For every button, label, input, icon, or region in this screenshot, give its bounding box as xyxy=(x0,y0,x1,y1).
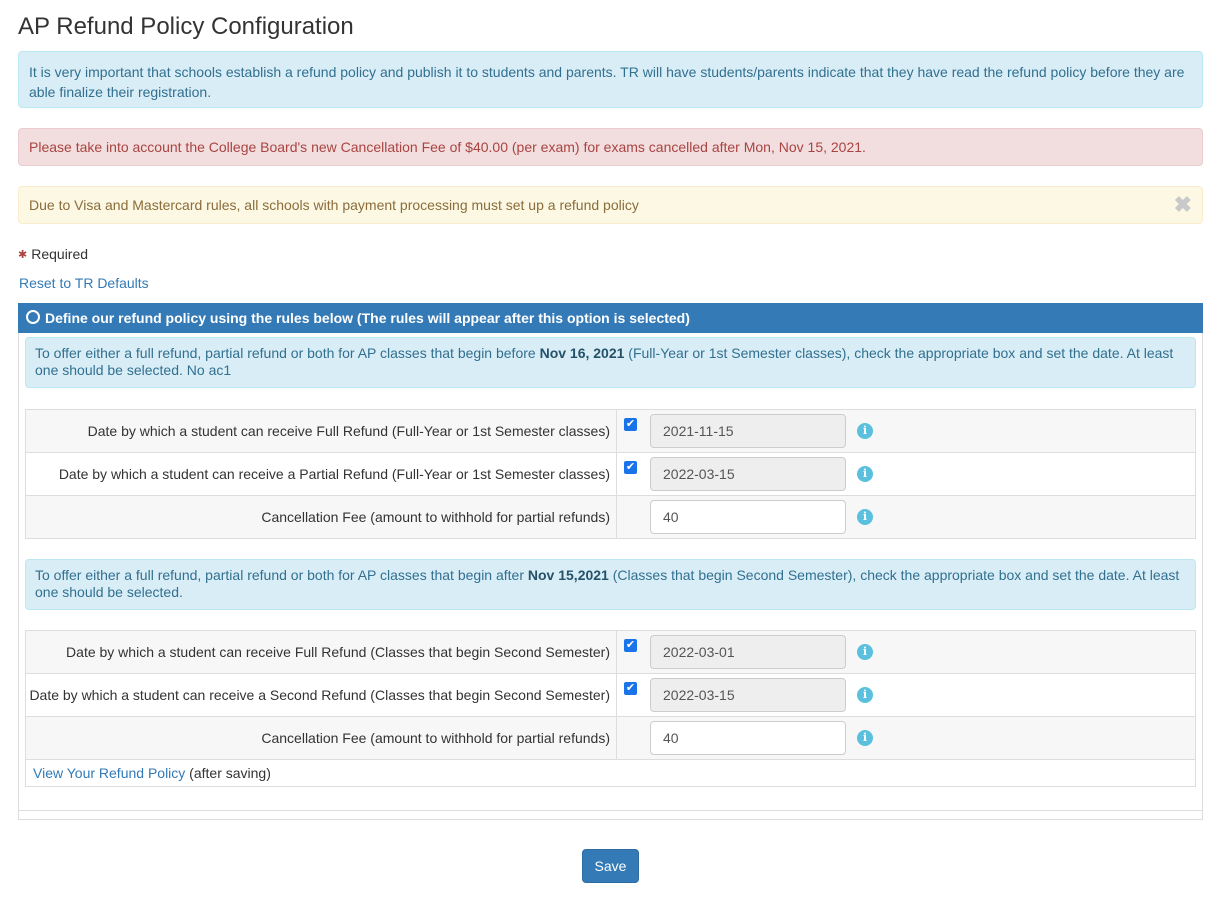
required-legend xyxy=(18,246,88,263)
close-icon[interactable]: ✖ xyxy=(1173,192,1192,217)
warning-alert-text: Due to Visa and Mastercard rules, all schools with payment processing must set up a refund policy xyxy=(29,197,639,213)
policy-option-radio[interactable] xyxy=(26,310,40,324)
cancellation-fee-label: Cancellation Fee (amount to withhold for partial refunds) xyxy=(26,496,617,539)
first-semester-intro: To offer either a full refund, partial refund or both for AP classes that begin before xyxy=(35,345,540,361)
policy-option-label: Define our refund policy using the rules below (The rules will appear after this option is selected) xyxy=(45,310,690,326)
second-cancellation-fee-input[interactable] xyxy=(650,721,846,755)
table-row xyxy=(26,674,1196,717)
full-refund-controls xyxy=(617,410,1196,453)
info-icon[interactable]: i xyxy=(857,644,873,660)
required-label: Required xyxy=(31,246,89,262)
warning-alert xyxy=(18,186,1203,224)
view-refund-policy-link[interactable]: View Your Refund Policy xyxy=(33,765,186,781)
partial-refund-controls xyxy=(617,453,1196,496)
second-cancellation-fee-label: Cancellation Fee (amount to withhold for partial refunds) xyxy=(26,717,617,760)
second-full-refund-controls xyxy=(617,631,1196,674)
table-row xyxy=(26,410,1196,453)
table-row xyxy=(26,496,1196,539)
second-refund-date-input[interactable] xyxy=(650,678,846,712)
danger-alert-text: Please take into account the College Board's new Cancellation Fee of $40.00 (per exam) for exams cancelled after Mon, Nov 15, 2021. xyxy=(29,139,866,155)
full-refund-checkbox[interactable]: ✔ xyxy=(625,418,636,430)
second-full-refund-date-input[interactable] xyxy=(650,635,846,669)
second-semester-intro-end: (Classes that begin Second Semester), check the appropriate box and set the date. At least one should be selected. xyxy=(35,567,1180,600)
view-policy-cell xyxy=(26,760,1196,787)
first-semester-info xyxy=(25,337,1196,388)
second-refund-controls xyxy=(617,674,1196,717)
policy-option-header[interactable] xyxy=(18,303,1203,333)
cancellation-fee-input[interactable] xyxy=(650,500,846,534)
cancellation-fee-controls xyxy=(617,496,1196,539)
partial-refund-checkbox[interactable]: ✔ xyxy=(625,461,636,473)
reset-defaults-link[interactable]: Reset to TR Defaults xyxy=(19,275,149,291)
danger-alert xyxy=(18,128,1203,166)
panel-divider xyxy=(19,810,1202,811)
full-refund-label: Date by which a student can receive Full Refund (Full-Year or 1st Semester classes) xyxy=(26,410,617,453)
second-semester-intro: To offer either a full refund, partial refund or both for AP classes that begin after xyxy=(35,567,528,583)
info-alert-text: It is very important that schools establish a refund policy and publish it to students and parents. TR will have students/parents indicate that they have read the refund policy before they are able finalize their registration. xyxy=(29,64,1185,100)
required-star-icon: ✱ xyxy=(18,249,28,262)
second-semester-table xyxy=(25,630,1196,787)
first-semester-intro-end: (Full-Year or 1st Semester classes), check the appropriate box and set the date. At least one should be selected. No ac1 xyxy=(35,345,1174,378)
second-full-refund-checkbox[interactable]: ✔ xyxy=(625,639,636,651)
info-icon[interactable]: i xyxy=(857,730,873,746)
partial-refund-label: Date by which a student can receive a Partial Refund (Full-Year or 1st Semester classes) xyxy=(26,453,617,496)
partial-refund-date-input[interactable] xyxy=(650,457,846,491)
table-row xyxy=(26,717,1196,760)
first-semester-date: Nov 16, 2021 xyxy=(539,345,625,361)
table-row xyxy=(26,453,1196,496)
view-policy-row xyxy=(26,760,1196,787)
info-icon[interactable]: i xyxy=(857,509,873,525)
second-semester-info xyxy=(25,559,1196,610)
second-refund-label: Date by which a student can receive a Second Refund (Classes that begin Second Semester) xyxy=(26,674,617,717)
page-title: AP Refund Policy Configuration xyxy=(18,13,354,40)
second-full-refund-label: Date by which a student can receive Full Refund (Classes that begin Second Semester) xyxy=(26,631,617,674)
first-semester-table xyxy=(25,409,1196,539)
view-policy-suffix: (after saving) xyxy=(185,765,271,781)
second-refund-checkbox[interactable]: ✔ xyxy=(625,682,636,694)
full-refund-date-input[interactable] xyxy=(650,414,846,448)
save-button[interactable]: Save xyxy=(582,849,639,883)
info-alert xyxy=(18,51,1203,108)
info-icon[interactable]: i xyxy=(857,466,873,482)
info-icon[interactable]: i xyxy=(857,423,873,439)
table-row xyxy=(26,631,1196,674)
info-icon[interactable]: i xyxy=(857,687,873,703)
second-semester-date: Nov 15,2021 xyxy=(527,567,609,583)
second-cancellation-fee-controls xyxy=(617,717,1196,760)
